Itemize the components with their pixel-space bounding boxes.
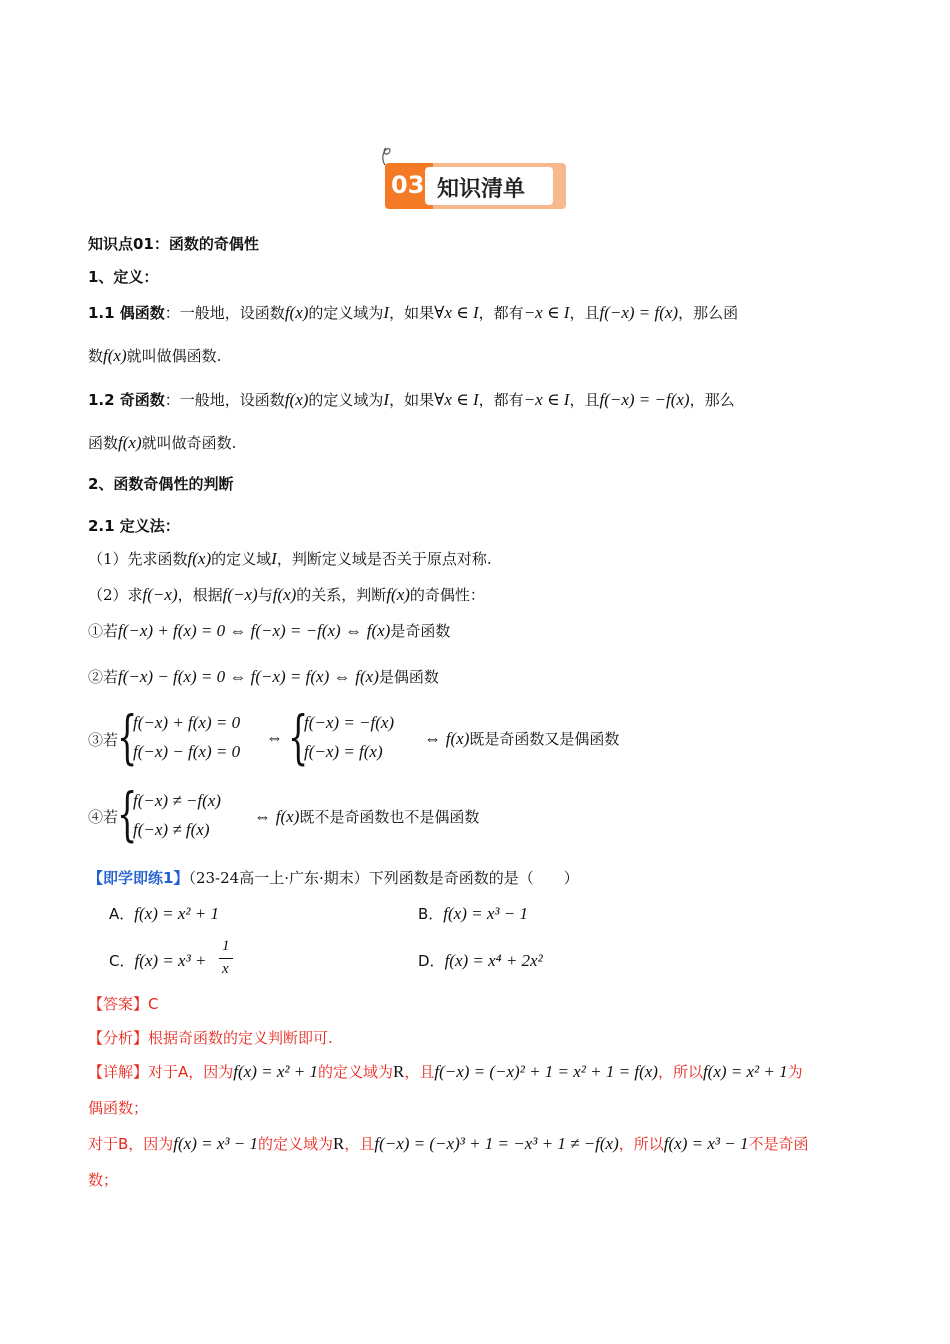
math: f(x) [187, 549, 212, 568]
exercise-tag: 【即学即练1】 [88, 869, 189, 887]
math: f(x) [386, 585, 410, 604]
math: f(x) = x² + 1 [134, 904, 219, 923]
text: 的定义域为 [308, 391, 384, 409]
fraction-numerator: 1 [222, 938, 230, 954]
text: ，都有 [478, 391, 524, 409]
case-3-left-1: f(−x) + f(x) = 0 [133, 713, 241, 732]
math: f(−x) = (−x)³ + 1 = −x³ + 1 ≠ −f(x) [374, 1134, 619, 1153]
math: f(x) [118, 433, 142, 452]
text: ，如果 [389, 391, 435, 409]
math: I [383, 390, 390, 409]
option-c[interactable] [109, 950, 206, 971]
detail-b-line2: 数； [88, 1171, 119, 1189]
detail-a-line2: 偶函数； [88, 1099, 149, 1117]
even-function-definition-line2 [88, 345, 221, 366]
case-1 [88, 620, 450, 641]
case-2 [88, 666, 439, 687]
analysis [88, 1027, 333, 1048]
text: ，那么 [689, 391, 735, 409]
case-3-right-2: f(−x) = f(x) [304, 742, 383, 761]
option-d[interactable] [418, 950, 543, 971]
exercise-prompt [88, 867, 579, 888]
case-3-left-2: f(−x) − f(x) = 0 [133, 742, 241, 761]
text: （1）先求函数 [88, 550, 188, 568]
text: 数 [88, 347, 104, 365]
math: ⇔ [254, 807, 271, 826]
text: ，且 [569, 391, 600, 409]
text: 对于A，因为 [148, 1063, 234, 1081]
text: （23-24高一上·广东·期末）下列函数是奇函数的是（ ） [188, 869, 579, 887]
text: ，根据 [177, 586, 223, 604]
detail-b [88, 1133, 808, 1154]
answer [88, 993, 159, 1014]
fraction-bar [219, 958, 233, 959]
option-label: B． [418, 905, 444, 923]
odd-function-definition-line2 [88, 432, 236, 453]
banner-number: 03 [391, 171, 425, 199]
text: 的奇偶性： [409, 586, 485, 604]
text: ，都有 [478, 304, 524, 322]
text: ，那么函 [678, 304, 739, 322]
analysis-tag: 【分析】 [88, 1029, 149, 1047]
detail-tag: 【详解】 [88, 1063, 149, 1081]
math: f(x) = x³ − 1 [173, 1134, 258, 1153]
text: 就叫做偶函数. [126, 347, 222, 365]
subsection-definition: 1、定义： [88, 268, 159, 286]
case-3-result [424, 728, 619, 749]
section-heading: 知识点01：函数的奇偶性 [88, 235, 259, 253]
text: 根据奇函数的定义判断即可. [148, 1029, 333, 1047]
step-2 [88, 584, 485, 605]
math: f(−x) − f(x) = 0 ⇔ f(−x) = f(x) ⇔ [118, 667, 351, 686]
math: f(−x) + f(x) = 0 ⇔ f(−x) = −f(x) ⇔ [118, 621, 362, 640]
answer-value: C [148, 995, 159, 1013]
math: f(−x) [142, 585, 178, 604]
case-4-prefix: ④若 [88, 808, 119, 826]
option-label: C． [109, 952, 135, 970]
math: R [333, 1134, 345, 1153]
option-a[interactable] [109, 903, 219, 924]
text: 既是奇函数又是偶函数 [469, 730, 620, 748]
math: ⇔ [424, 729, 441, 748]
math: I [383, 303, 390, 322]
text: ②若 [88, 668, 119, 686]
odd-label: 1.2 奇函数 [88, 391, 165, 409]
math: f(x) = x³ − 1 [443, 904, 528, 923]
text: ，且 [404, 1063, 435, 1081]
text: ：一般地，设函数 [164, 391, 285, 409]
banner-title: 知识清单 [437, 177, 526, 202]
text: 就叫做奇函数. [141, 434, 237, 452]
math: f(x) = x² + 1 [233, 1062, 318, 1081]
math: −x ∈ I [523, 390, 570, 409]
math: f(x) = x² + 1 [702, 1062, 788, 1081]
section-banner [385, 163, 566, 209]
detail-a [88, 1061, 803, 1082]
option-b[interactable] [418, 903, 528, 924]
math: f(−x) = f(x) [599, 303, 679, 322]
math: f(x) [284, 390, 309, 409]
text: ，所以 [618, 1135, 664, 1153]
text: 的定义域为 [317, 1063, 393, 1081]
step-1 [88, 548, 492, 569]
brace-icon: { [117, 703, 138, 771]
math: −x ∈ I [523, 303, 570, 322]
text: ，且 [344, 1135, 375, 1153]
math: ∀x ∈ I [434, 390, 479, 409]
math: f(x) [272, 585, 297, 604]
math: f(x) [445, 729, 470, 748]
text: ，判断定义域是否关于原点对称. [276, 550, 492, 568]
math: f(−x) = (−x)² + 1 = x² + 1 = f(x) [434, 1062, 658, 1081]
text: 的定义域为 [257, 1135, 333, 1153]
math: f(x) [275, 807, 300, 826]
definition-method-heading: 2.1 定义法： [88, 517, 180, 535]
odd-function-definition [88, 389, 735, 410]
text: 为 [787, 1063, 803, 1081]
math: R [392, 1062, 405, 1081]
math: I [271, 549, 277, 568]
text: 与 [257, 586, 273, 604]
math: f(x) = x³ + [134, 951, 207, 970]
math: f(x) = x³ − 1 [663, 1134, 749, 1153]
text: ，且 [569, 304, 600, 322]
case-4-result [254, 806, 479, 827]
case-3-iff: ⇔ [266, 728, 283, 747]
option-label: A． [109, 905, 135, 923]
even-function-definition [88, 302, 738, 323]
case-3-right-1: f(−x) = −f(x) [304, 713, 395, 732]
text: 是偶函数 [378, 668, 439, 686]
text: ①若 [88, 622, 119, 640]
text: 既不是奇函数也不是偶函数 [299, 808, 480, 826]
text: ：一般地，设函数 [164, 304, 285, 322]
fraction-denominator: x [222, 961, 229, 977]
case-4-left-2: f(−x) ≠ f(x) [133, 820, 210, 839]
math: f(x) [355, 667, 379, 686]
math: f(x) = x⁴ + 2x² [444, 951, 543, 970]
subsection-judgement: 2、函数奇偶性的判断 [88, 475, 234, 493]
brace-icon: { [117, 780, 138, 848]
math: f(−x) = −f(x) [599, 390, 690, 409]
math: f(x) [103, 346, 127, 365]
text: ，如果 [389, 304, 435, 322]
text: 函数 [88, 434, 119, 452]
case-3-prefix: ③若 [88, 731, 119, 749]
even-label: 1.1 偶函数 [88, 304, 165, 322]
brace-icon: { [288, 703, 309, 771]
option-label: D． [418, 952, 445, 970]
math: ∀x ∈ I [434, 303, 479, 322]
text: 不是奇函 [748, 1135, 809, 1153]
case-4-left-1: f(−x) ≠ −f(x) [133, 791, 221, 810]
text: 的关系，判断 [296, 586, 387, 604]
answer-tag: 【答案】 [88, 995, 149, 1013]
text: （2）求 [88, 586, 143, 604]
math: f(x) [366, 621, 391, 640]
text: 对于B，因为 [88, 1135, 174, 1153]
math: f(−x) [222, 585, 258, 604]
text: 的定义域为 [308, 304, 384, 322]
text: ，所以 [657, 1063, 703, 1081]
text: 的定义域 [211, 550, 272, 568]
math: f(x) [284, 303, 309, 322]
text: 是奇函数 [390, 622, 451, 640]
